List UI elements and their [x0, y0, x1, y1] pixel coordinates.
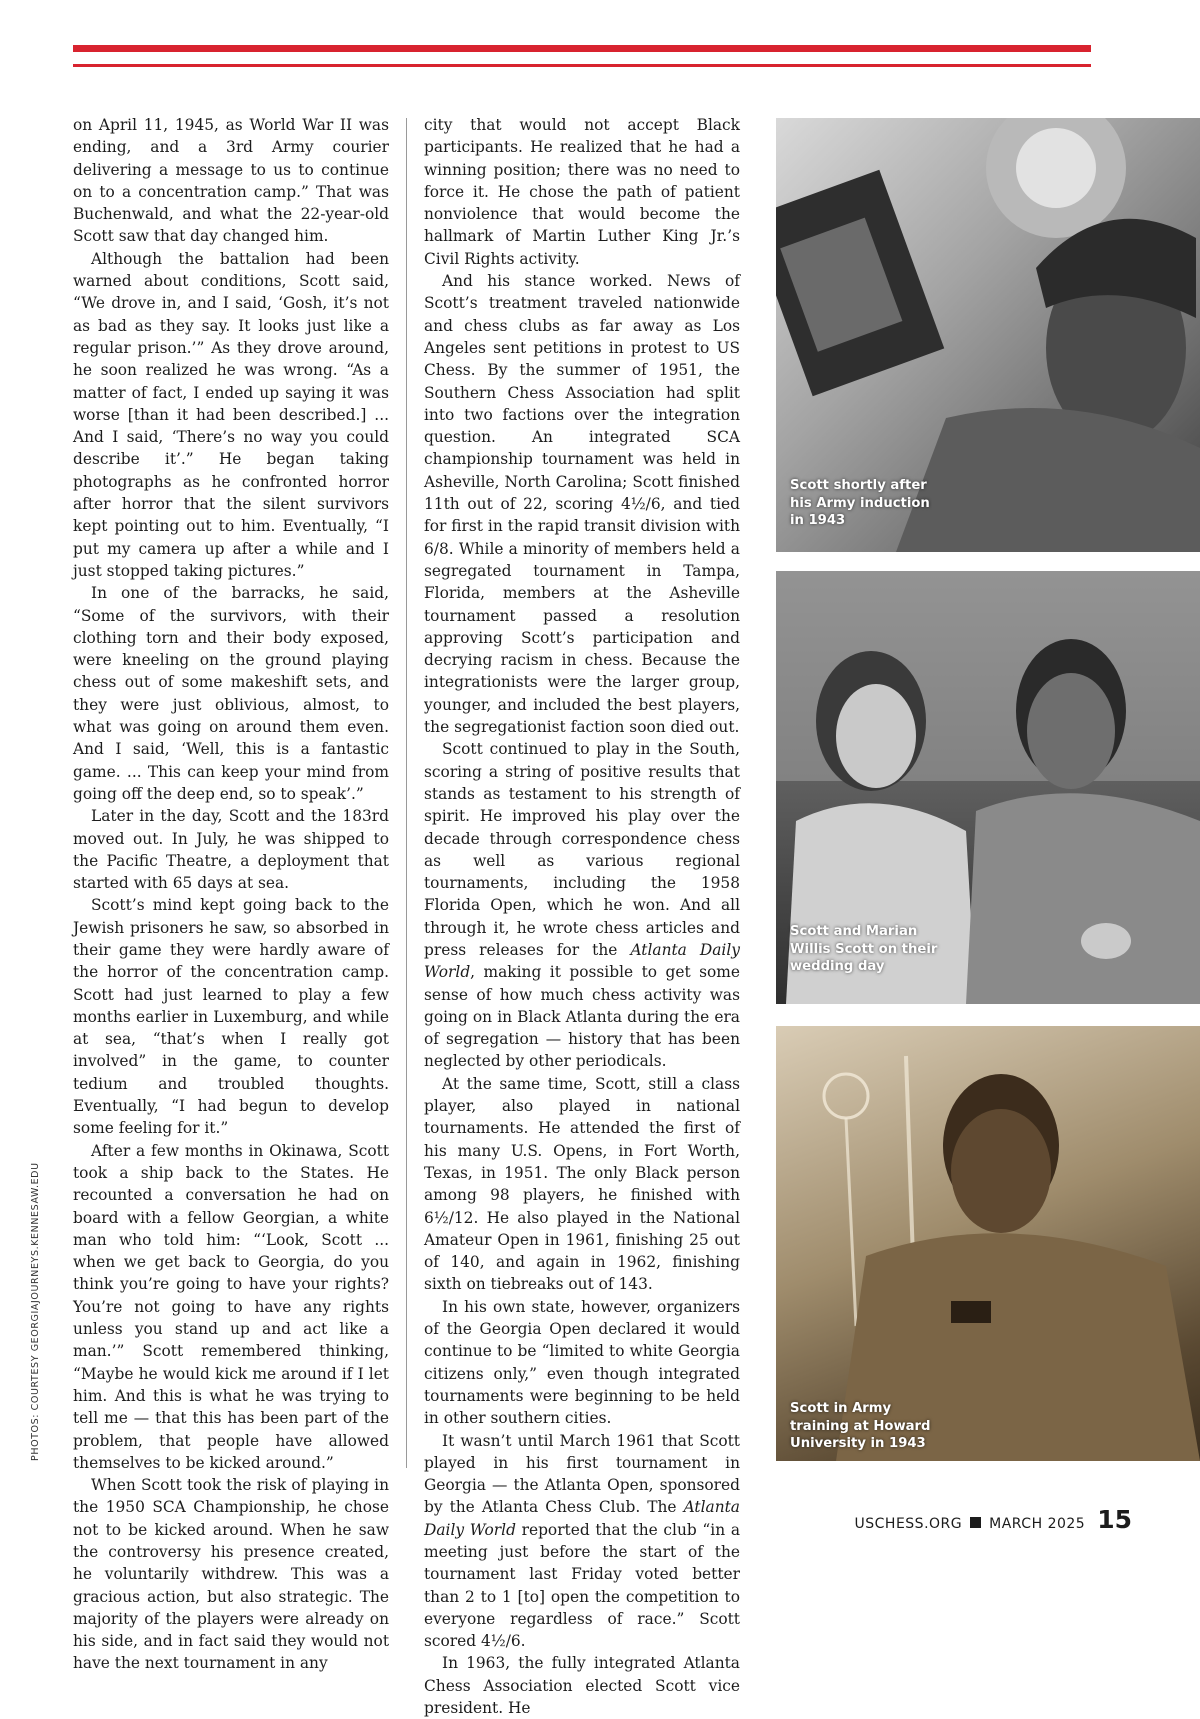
photo-caption: Scott and Marian Willis Scott on their wedding day	[790, 924, 938, 974]
header-rule-thin	[73, 64, 1091, 67]
photo-wedding-day	[776, 571, 1200, 1004]
photo-illustration	[776, 1026, 1200, 1461]
paragraph: on April 11, 1945, as World War II was ending, and a 3rd Army courier delivering a message to us to continue on to a concentration camp.” That was Buchenwald, and what the 22-year-old Scott saw that day changed him.	[73, 116, 389, 246]
square-bullet-icon	[970, 1517, 981, 1528]
paragraph: And his stance worked. News of Scott’s treatment traveled nationwide and chess clubs as far away as Los Angeles sent petitions in protest to US Chess. By the summer of 1951, the Southern Chess Association had split into two factions over the integration question. An integrated SCA championship tournament was held in Asheville, North Carolina; Scott finished 11th out of 22, scoring 4½/6, and tied for first in the rapid transit division with 6/8. While a minority of members held a segregated tournament in Tampa, Florida, members at the Asheville tournament passed a resolution approving Scott’s participation and decrying racism in chess. Because the integrationists were the larger group, younger, and included the best players, the segregationist faction soon died out.	[424, 272, 740, 737]
photo-caption: Scott in Army training at Howard University in 1943	[790, 1401, 931, 1451]
paragraph: Scott’s mind kept going back to the Jewish prisoners he saw, so absorbed in their game they were hardly aware of the horror of the concentration camp. Scott had just learned to play a few months earlier in Luxemburg, and while at sea, “that’s when I really got involved” in the game, to counter tedium and troubled thoughts. Eventually, “I had begun to develop some feeling for it.”	[73, 896, 389, 1138]
paragraph	[424, 738, 740, 1072]
footer-site: USCHESS.ORG	[854, 1516, 963, 1532]
article-column-2	[424, 114, 740, 1719]
paragraph: After a few months in Okinawa, Scott took a ship back to the States. He recounted a conversation he had on board with a fellow Georgian, a white man who told him: “‘Look, Scott ... when we get back to Georgia, do you think you’re going to have your rights? You’re not going to have any rights unless you stand up and act like a man.’” Scott remembered thinking, “Maybe he would kick me around if I let him. And this is what he was trying to tell me — that this has been part of the problem, that people have allowed themselves to be kicked around.”	[73, 1141, 389, 1472]
paragraph: In his own state, however, organizers of the Georgia Open declared it would continue to be “limited to white Georgia citizens only,” even though integrated tournaments were beginning to be held in other southern cities.	[424, 1297, 740, 1428]
publication-title: Atlanta Daily World	[424, 1498, 740, 1539]
header-rule-thick	[73, 45, 1091, 52]
photo-army-induction	[776, 118, 1200, 552]
paragraph: In one of the barracks, he said, “Some of the survivors, with their clothing torn and their body exposed, were kneeling on the ground playing chess out of some makeshift sets, and they were just oblivious, almost, to what was going on around them even. And I said, ‘Well, this is a fantastic game. ... This can keep your mind from going off the deep end, so to speak’.”	[73, 584, 389, 803]
paragraph: At the same time, Scott, still a class player, also played in national tournaments. He attended the first of his many U.S. Opens, in Fort Worth, Texas, in 1951. The only Black person among 98 players, he finished with 6½/12. He also played in the National Amateur Open in 1961, finishing 25 out of 140, and again in 1962, finishing sixth on tiebreaks out of 143.	[424, 1074, 740, 1294]
text-span: reported that the club “in a meeting just before the start of the tournament last Friday voted better than 2 to 1 [to] open the competition to everyone regardless of race.” Scott scored 4½/6.	[424, 1520, 740, 1651]
column-divider	[406, 118, 407, 1468]
footer-issue: MARCH 2025	[989, 1516, 1086, 1532]
article-column-1	[73, 114, 389, 1675]
publication-title: Atlanta Daily World	[424, 940, 740, 982]
page-number: 15	[1097, 1505, 1132, 1534]
text-span: Scott continued to play in the South, scoring a string of positive results that stands as testament to his strength of spirit. He improved his play over the decade through correspondence chess as well as various regional tournaments, including the 1958 Florida Open, which he won. And all through it, he wrote chess articles and press releases for the	[424, 740, 740, 959]
paragraph: city that would not accept Black participants. He realized that he had a winning position; there was no need to force it. He chose the path of patient nonviolence that would become the hallmark of Martin Luther King Jr.’s Civil Rights activity.	[424, 116, 740, 268]
text-span: It wasn’t until March 1961 that Scott played in his first tournament in Georgia — the Atlanta Open, sponsored by the Atlanta Chess Club. The	[424, 1431, 740, 1517]
text-span: , making it possible to get some sense of how much chess activity was going on in Black Atlanta during the era of segregation — history that has been neglected by other periodicals.	[424, 963, 740, 1071]
paragraph: When Scott took the risk of playing in the 1950 SCA Championship, he chose not to be kicked around. When he saw the controversy his presence created, he voluntarily withdrew. This was a gracious action, but also strategic. The majority of the players were already on his side, and in fact said they would not have the next tournament in any	[73, 1476, 389, 1673]
paragraph	[424, 1430, 740, 1653]
photo-credit: PHOTOS: COURTESY GEORGIAJOURNEYS.KENNESAW.EDU	[30, 1162, 41, 1461]
paragraph: In 1963, the fully integrated Atlanta Chess Association elected Scott vice president. He	[424, 1654, 740, 1718]
paragraph: Although the battalion had been warned about conditions, Scott said, “We drove in, and I said, ‘Gosh, it’s not as bad as they say. It looks just like a regular prison.’” As they drove around, he soon realized he was wrong. “As a matter of fact, I ended up saying it was worse [than it had been described.] ... And I said, ‘There’s no way you could describe it’.” He began taking photographs as he confronted horror after horror that the silent survivors kept pointing out to him. Eventually, “I put my camera up after a while and I just stopped taking pictures.”	[73, 249, 389, 580]
photo-army-training	[776, 1026, 1200, 1461]
paragraph: Later in the day, Scott and the 183rd moved out. In July, he was shipped to the Pacific Theatre, a deployment that started with 65 days at sea.	[73, 807, 389, 893]
photo-caption: Scott shortly after his Army induction in 1943	[790, 478, 930, 528]
page-footer	[855, 1505, 1132, 1534]
